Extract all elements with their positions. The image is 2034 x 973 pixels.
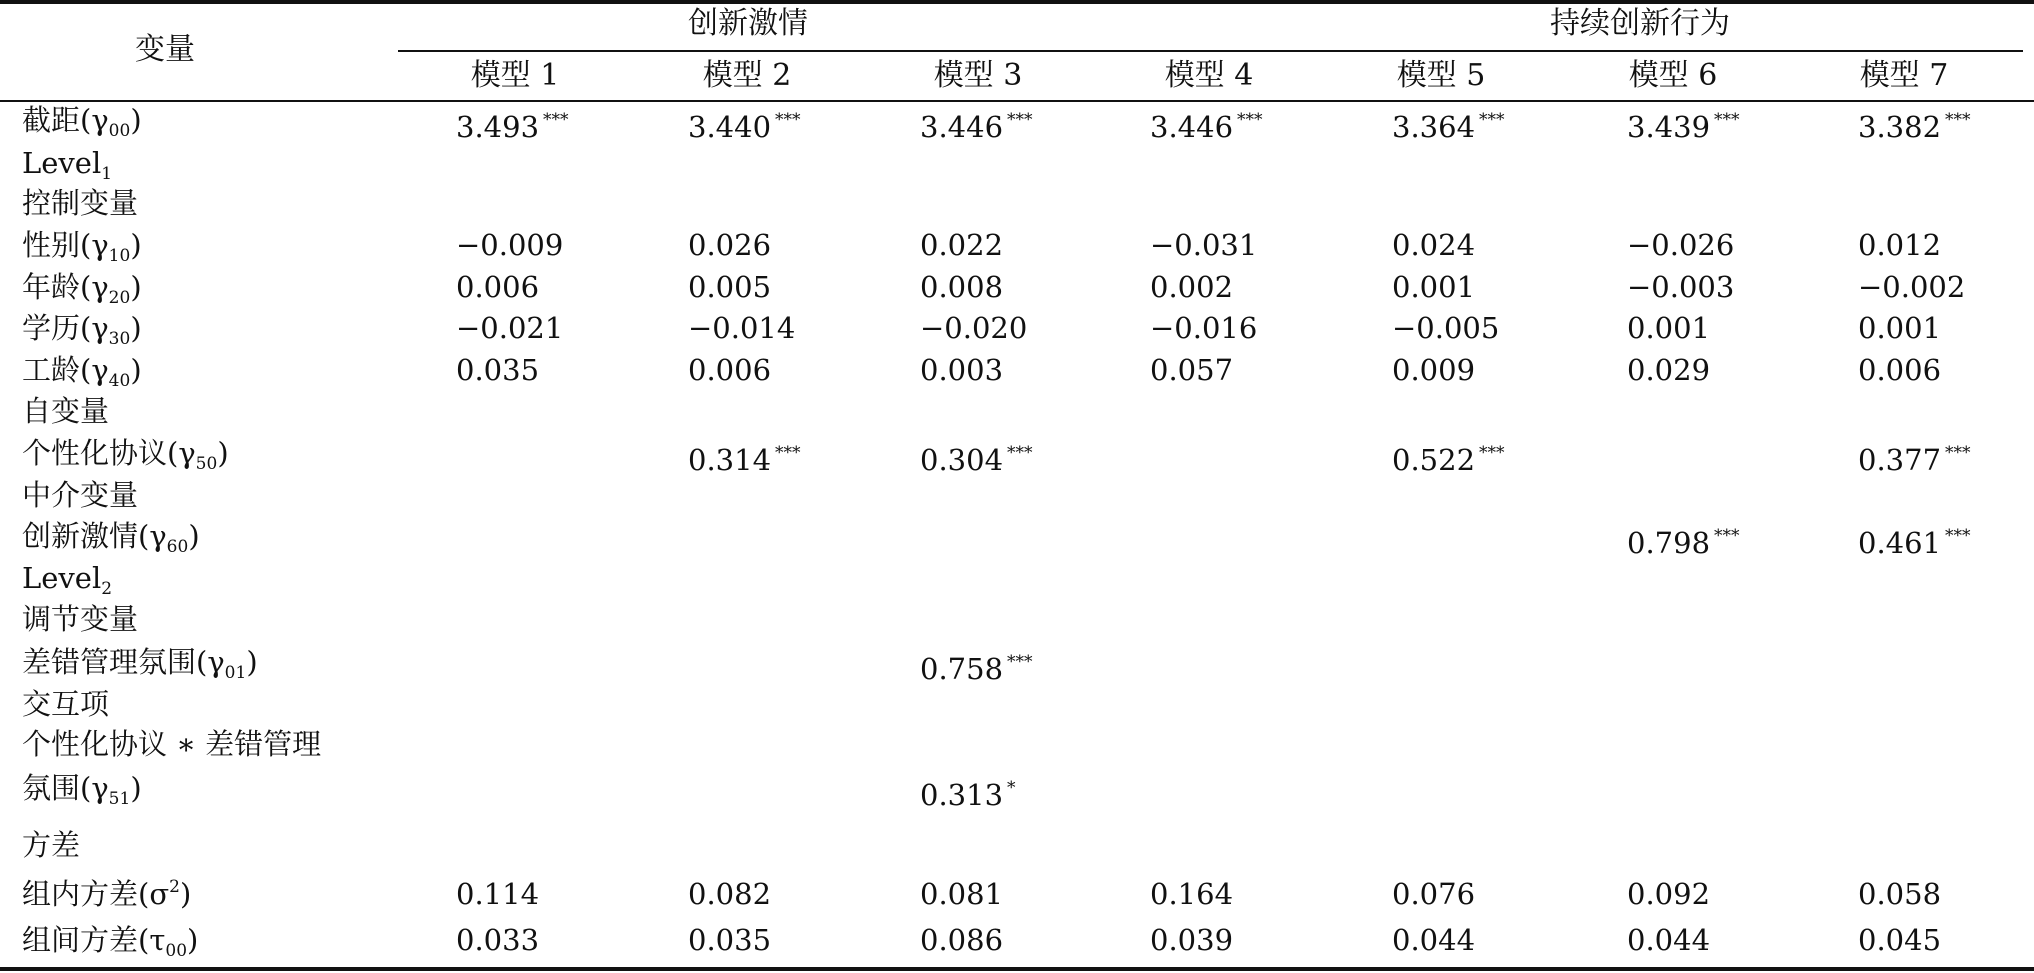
row-label-text: 调节变量 [22, 602, 139, 636]
model-header-1: 模型 1 [470, 58, 560, 93]
cell-value: 3.493 [456, 110, 540, 144]
cell-value: 0.006 [1858, 353, 1942, 387]
row-label [22, 599, 138, 639]
cell-value: 0.114 [456, 877, 540, 911]
cell-value: 0.304 [920, 443, 1004, 477]
cell-value: 0.092 [1627, 877, 1711, 911]
cell-value: 3.439 [1627, 110, 1711, 144]
cell-value: 0.024 [1392, 228, 1476, 262]
table-cell [1858, 433, 1971, 480]
cell-value: 0.029 [1627, 353, 1711, 387]
cell-value: −0.003 [1627, 270, 1735, 304]
model-header-2: 模型 2 [702, 58, 792, 93]
cell-value: 0.006 [688, 353, 772, 387]
row-label-symbol: γ [91, 270, 109, 304]
row-label-text: 氛围( [22, 771, 92, 805]
row-label [22, 516, 200, 556]
row-label [22, 391, 109, 431]
row-label-close: ) [130, 103, 142, 137]
table-cell [1627, 225, 1734, 265]
row-label-text: Level [22, 561, 102, 595]
table-cell [1150, 100, 1263, 147]
group-header-passion: 创新激情 [688, 6, 808, 41]
row-label-text: 个性化协议 ∗ 差错管理 [22, 727, 322, 761]
group-underline [398, 50, 2023, 52]
table-cell [1858, 267, 1965, 307]
cell-value: 0.026 [688, 228, 772, 262]
cell-value: −0.020 [920, 311, 1028, 345]
significance-stars: *** [1945, 526, 1971, 546]
row-label [22, 433, 229, 473]
significance-stars: *** [1479, 443, 1505, 463]
row-label-subscript: 1 [101, 164, 113, 184]
row-label-symbol: γ [178, 436, 196, 470]
cell-value: 3.364 [1392, 110, 1476, 144]
row-label-subscript: 40 [108, 371, 131, 391]
significance-stars: *** [1714, 110, 1740, 130]
table-cell [456, 350, 539, 390]
row-label-subscript: 60 [166, 537, 189, 557]
row-label-subscript: 2 [101, 579, 113, 599]
significance-stars: *** [1007, 110, 1033, 130]
cell-value: 0.758 [920, 652, 1004, 686]
table-cell [456, 874, 539, 914]
table-cell [688, 350, 771, 390]
table-cell [456, 308, 563, 348]
table-cell [1392, 267, 1475, 307]
cell-value: 0.022 [920, 228, 1004, 262]
cell-value: −0.021 [456, 311, 564, 345]
row-label [22, 183, 138, 223]
table-cell [1858, 920, 1941, 960]
model-header-7: 模型 7 [1859, 58, 1949, 93]
table-cell [1150, 874, 1233, 914]
table-cell [456, 100, 569, 147]
row-label-symbol: τ [149, 923, 166, 957]
table-cell [1150, 350, 1233, 390]
table-cell [920, 225, 1003, 265]
table-cell [688, 100, 801, 147]
row-label [22, 143, 112, 183]
cell-value: 0.001 [1392, 270, 1476, 304]
row-label [22, 642, 258, 682]
row-label-text: 组内方差( [22, 877, 150, 911]
cell-value: 0.313 [920, 778, 1004, 812]
significance-stars: *** [1007, 652, 1033, 672]
table-cell [920, 433, 1033, 480]
model-header-4: 模型 4 [1164, 58, 1254, 93]
table-cell [920, 100, 1033, 147]
table-cell [1627, 516, 1740, 563]
table-cell [1150, 308, 1257, 348]
row-label-close: ) [179, 877, 192, 911]
row-label-text: Level [22, 146, 102, 180]
row-label-symbol: γ [149, 519, 167, 553]
table-cell [1858, 516, 1971, 563]
bottom-rule [0, 967, 2034, 971]
row-label-text: 控制变量 [22, 186, 139, 220]
cell-value: 3.446 [920, 110, 1004, 144]
table-cell [920, 267, 1003, 307]
cell-value: 0.045 [1858, 923, 1942, 957]
row-label-symbol: γ [207, 645, 225, 679]
significance-stars: *** [1007, 443, 1033, 463]
cell-value: −0.031 [1150, 228, 1258, 262]
table-cell [1392, 874, 1475, 914]
significance-stars: *** [1945, 443, 1971, 463]
cell-value: 0.035 [456, 353, 540, 387]
table-cell [1627, 308, 1710, 348]
cell-value: 0.058 [1858, 877, 1942, 911]
cell-value: 0.001 [1858, 311, 1942, 345]
table-cell [688, 267, 771, 307]
table-cell [920, 308, 1027, 348]
model-header-6: 模型 6 [1628, 58, 1718, 93]
cell-value: 0.377 [1858, 443, 1942, 477]
table-cell [1627, 920, 1710, 960]
cell-value: 3.382 [1858, 110, 1942, 144]
row-label-text: 截距( [22, 103, 92, 137]
table-cell [1392, 225, 1475, 265]
cell-value: 0.082 [688, 877, 772, 911]
cell-value: 0.002 [1150, 270, 1234, 304]
row-label-symbol: σ [149, 877, 170, 911]
table-cell [1392, 350, 1475, 390]
table-cell [688, 433, 801, 480]
cell-value: 0.057 [1150, 353, 1234, 387]
table-cell [920, 350, 1003, 390]
row-label [22, 684, 109, 724]
table-cell [1150, 920, 1233, 960]
cell-value: 0.012 [1858, 228, 1942, 262]
row-label [22, 768, 142, 808]
row-label-text: 个性化协议( [22, 436, 179, 470]
row-label-close: ) [187, 923, 199, 957]
row-label-subscript: 50 [195, 454, 218, 474]
cell-value: −0.016 [1150, 311, 1258, 345]
row-label-text: 中介变量 [22, 478, 139, 512]
row-label-subscript: 00 [108, 121, 131, 141]
row-label-symbol: γ [91, 771, 109, 805]
table-cell [920, 920, 1003, 960]
cell-value: −0.026 [1627, 228, 1735, 262]
row-label-symbol: γ [91, 353, 109, 387]
cell-value: 0.164 [1150, 877, 1234, 911]
cell-value: −0.005 [1392, 311, 1500, 345]
row-label [22, 308, 142, 348]
row-label [22, 825, 80, 865]
table-cell [920, 642, 1033, 689]
cell-value: 0.035 [688, 923, 772, 957]
table-cell [1392, 920, 1475, 960]
table-cell [920, 874, 1003, 914]
row-label-symbol: γ [91, 228, 109, 262]
row-label-symbol: γ [91, 311, 109, 345]
significance-stars: *** [775, 443, 801, 463]
table-cell [456, 267, 539, 307]
cell-value: 0.086 [920, 923, 1004, 957]
row-label-text: 创新激情( [22, 519, 150, 553]
row-label [22, 225, 142, 265]
row-label [22, 350, 142, 390]
table-cell [688, 920, 771, 960]
table-cell [1858, 100, 1971, 147]
group-header-behavior: 持续创新行为 [1550, 6, 1730, 41]
cell-value: 0.798 [1627, 526, 1711, 560]
cell-value: 0.001 [1627, 311, 1711, 345]
row-label-superscript: 2 [169, 877, 180, 897]
table-cell [1627, 350, 1710, 390]
significance-stars: *** [1479, 110, 1505, 130]
row-label [22, 475, 138, 515]
row-label-subscript: 10 [108, 246, 131, 266]
row-label-subscript: 20 [108, 288, 131, 308]
significance-stars: *** [1945, 110, 1971, 130]
table-cell [456, 920, 539, 960]
variable-header: 变量 [135, 32, 195, 67]
row-label-text: 自变量 [22, 394, 110, 428]
cell-value: 0.461 [1858, 526, 1942, 560]
row-label-close: ) [130, 228, 142, 262]
row-label-subscript: 30 [108, 329, 131, 349]
row-label-text: 方差 [22, 828, 81, 862]
table-cell [1392, 100, 1505, 147]
row-label-close: ) [130, 353, 142, 387]
cell-value: 0.033 [456, 923, 540, 957]
table-cell [1858, 350, 1941, 390]
table-cell [456, 225, 563, 265]
table-cell [1150, 225, 1257, 265]
table-cell [688, 225, 771, 265]
cell-value: 0.006 [456, 270, 540, 304]
cell-value: −0.002 [1858, 270, 1966, 304]
row-label-close: ) [188, 519, 200, 553]
row-label-text: 年龄( [22, 270, 92, 304]
significance-stars: *** [775, 110, 801, 130]
cell-value: 0.009 [1392, 353, 1476, 387]
row-label-close: ) [246, 645, 258, 679]
model-header-3: 模型 3 [933, 58, 1023, 93]
cell-value: −0.014 [688, 311, 796, 345]
row-label [22, 267, 142, 307]
cell-value: 3.440 [688, 110, 772, 144]
row-label-subscript: 51 [108, 789, 131, 809]
row-label-text: 差错管理氛围( [22, 645, 208, 679]
significance-stars: *** [543, 110, 569, 130]
table-cell [1627, 100, 1740, 147]
table-cell [1392, 308, 1499, 348]
table-cell [1392, 433, 1505, 480]
table-cell [1858, 874, 1941, 914]
cell-value: 0.081 [920, 877, 1004, 911]
significance-stars: *** [1237, 110, 1263, 130]
cell-value: 3.446 [1150, 110, 1234, 144]
cell-value: 0.076 [1392, 877, 1476, 911]
row-label-text: 性别( [22, 228, 92, 262]
table-cell [688, 308, 795, 348]
model-header-5: 模型 5 [1396, 58, 1486, 93]
table-cell [1858, 308, 1941, 348]
row-label-symbol: γ [91, 103, 109, 137]
cell-value: −0.009 [456, 228, 564, 262]
cell-value: 0.008 [920, 270, 1004, 304]
row-label [22, 100, 142, 140]
table-cell [1858, 225, 1941, 265]
row-label [22, 724, 321, 764]
cell-value: 0.044 [1392, 923, 1476, 957]
significance-stars: * [1007, 778, 1016, 798]
cell-value: 0.522 [1392, 443, 1476, 477]
row-label-subscript: 01 [224, 663, 247, 683]
row-label-close: ) [130, 270, 142, 304]
cell-value: 0.039 [1150, 923, 1234, 957]
row-label-close: ) [130, 771, 142, 805]
row-label-text: 交互项 [22, 687, 110, 721]
table-cell [920, 768, 1016, 815]
cell-value: 0.003 [920, 353, 1004, 387]
row-label-close: ) [217, 436, 229, 470]
cell-value: 0.044 [1627, 923, 1711, 957]
row-label [22, 874, 191, 914]
table-cell [1627, 874, 1710, 914]
row-label-text: 组间方差( [22, 923, 150, 957]
table-cell [688, 874, 771, 914]
table-cell [1627, 267, 1734, 307]
cell-value: 0.314 [688, 443, 772, 477]
significance-stars: *** [1714, 526, 1740, 546]
row-label [22, 558, 112, 598]
row-label-text: 工龄( [22, 353, 92, 387]
row-label-close: ) [130, 311, 142, 345]
row-label-subscript: 00 [165, 941, 188, 961]
row-label [22, 920, 198, 960]
row-label-text: 学历( [22, 311, 92, 345]
cell-value: 0.005 [688, 270, 772, 304]
table-cell [1150, 267, 1233, 307]
